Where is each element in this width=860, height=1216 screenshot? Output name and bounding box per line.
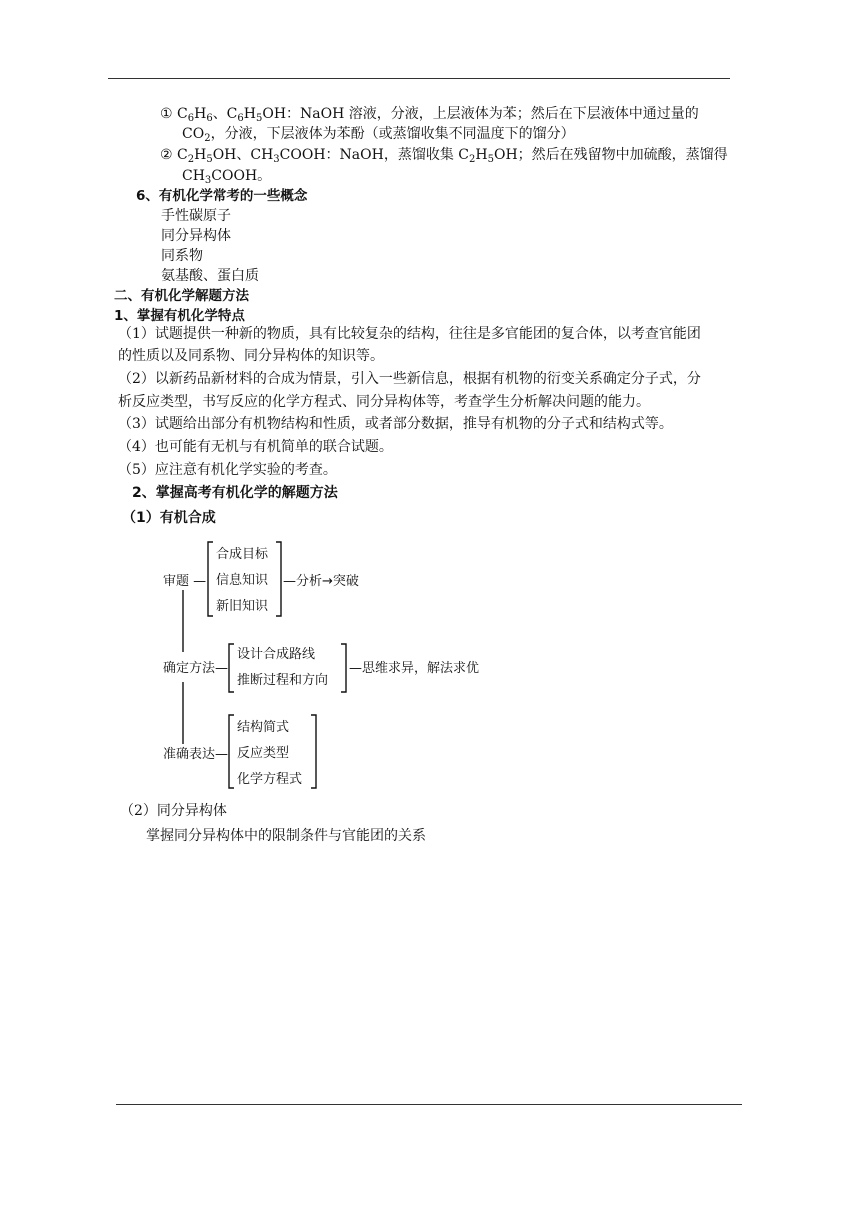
paragraph-1-line-2: 的性质以及同系物、同分异构体的知识等。 <box>118 348 384 364</box>
step-item: 合成目标 <box>216 547 269 562</box>
step-item: 信息知识 <box>216 573 269 588</box>
footer-rule <box>116 1104 742 1105</box>
heading-isomers: （2）同分异构体 <box>120 803 227 819</box>
concept-item: 同分异构体 <box>161 228 231 244</box>
separation-item-2-cont: $CH_3COOH$。 <box>182 168 272 186</box>
separation-item-1-cont: $CO_2$，分液，下层液体为苯酚（或蒸馏收集不同温度下的馏分） <box>182 126 575 144</box>
step-label-method: 确定方法— <box>163 661 229 676</box>
concept-item: 氨基酸、蛋白质 <box>161 268 259 284</box>
step-label-examine: 审题 — <box>163 574 207 589</box>
bracket-right <box>311 715 316 788</box>
header-rule <box>108 78 730 79</box>
paragraph-4: （4）也可能有无机与有机简单的联合试题。 <box>118 439 393 455</box>
synthesis-flow-diagram <box>150 532 500 792</box>
isomers-note: 掌握同分异构体中的限制条件与官能团的关系 <box>146 828 426 844</box>
paragraph-3: （3）试题给出部分有机物结构和性质，或者部分数据，推导有机物的分子式和结构式等。 <box>118 416 673 432</box>
step-item: 推断过程和方向 <box>237 673 329 688</box>
concept-item: 同系物 <box>161 248 203 264</box>
heading-features: 1、掌握有机化学特点 <box>114 308 245 324</box>
heading-section-2: 二、有机化学解题方法 <box>114 288 249 304</box>
separation-item-2: ② $C_2H_5OH$、$CH_3COOH$：NaOH，蒸馏收集 $C_2H_5OH$；然后在残留物中加硫酸，蒸馏得 <box>160 147 728 165</box>
concept-item: 手性碳原子 <box>161 208 231 224</box>
paragraph-2-line-1: （2）以新药品新材料的合成为情景，引入一些新信息，根据有机物的衍变关系确定分子式，分 <box>118 371 701 387</box>
bracket-left <box>208 542 213 616</box>
paragraph-2-line-2: 析反应类型，书写反应的化学方程式、同分异构体等，考查学生分析解决问题的能力。 <box>118 394 650 410</box>
bracket-left <box>229 644 234 692</box>
heading-concepts: 6、有机化学常考的一些概念 <box>136 188 308 204</box>
bracket-left <box>229 715 234 788</box>
bracket-right <box>276 542 281 616</box>
step-label-express: 准确表达— <box>163 747 229 762</box>
heading-methods: 2、掌握高考有机化学的解题方法 <box>132 485 338 501</box>
heading-organic-synthesis: （1）有机合成 <box>122 510 216 526</box>
paragraph-1-line-1: （1）试题提供一种新的物质，具有比较复杂的结构，往往是多官能团的复合体，以考查官能团 <box>118 326 701 342</box>
step-result: —分析→突破 <box>283 574 359 589</box>
separation-item-1: ① $C_6H_6$、$C_6H_5OH$：NaOH 溶液，分液，上层液体为苯；然后在下层液体中通过量的 <box>160 106 699 124</box>
step-item: 反应类型 <box>237 746 290 761</box>
paragraph-5: （5）应注意有机化学实验的考查。 <box>118 462 337 478</box>
step-item: 结构简式 <box>237 720 290 735</box>
step-result: —思维求异，解法求优 <box>349 661 480 676</box>
step-item: 设计合成路线 <box>237 647 316 662</box>
step-item: 化学方程式 <box>237 772 303 787</box>
bracket-right <box>341 644 346 692</box>
step-item: 新旧知识 <box>216 599 269 614</box>
